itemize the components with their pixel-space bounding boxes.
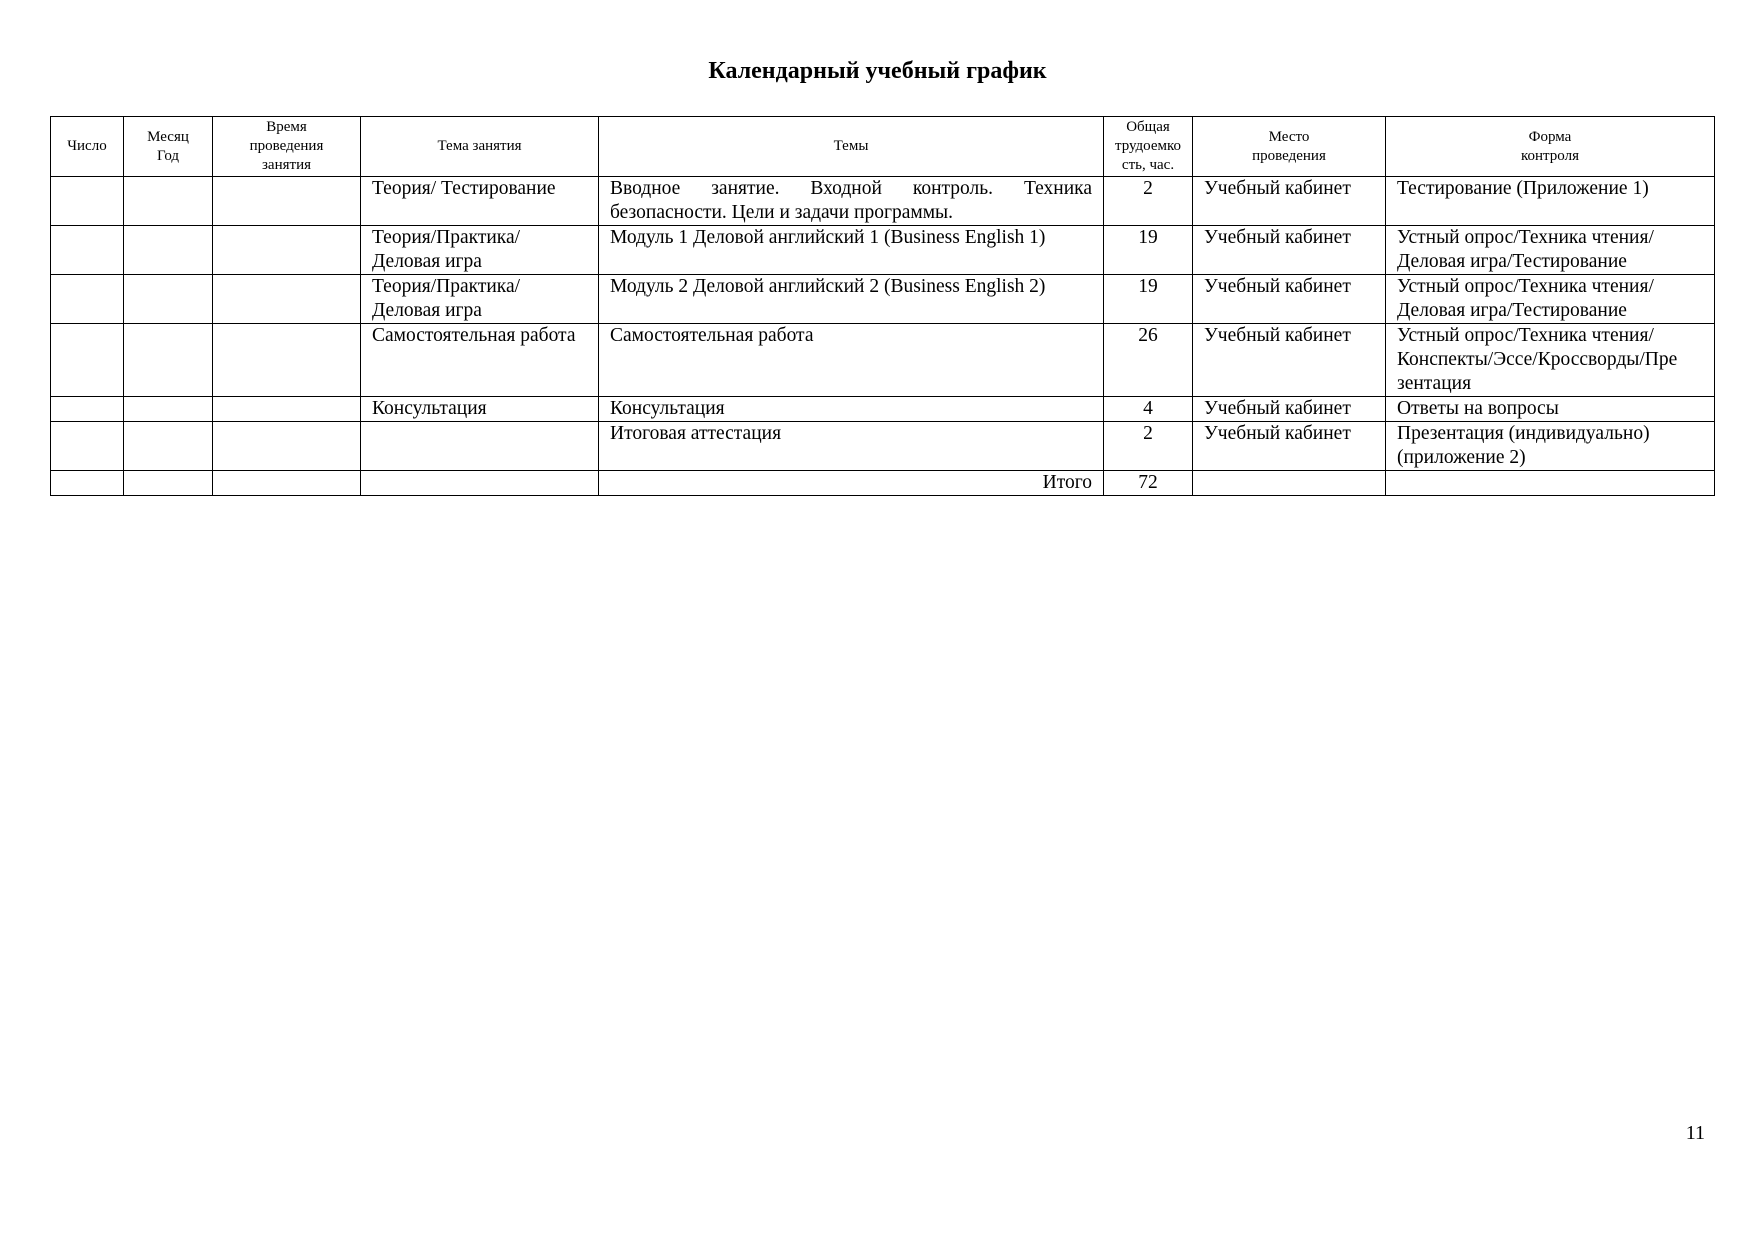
cell-place: Учебный кабинет	[1193, 177, 1386, 226]
cell-topic: Самостоятельная работа	[599, 324, 1104, 397]
page-number: 11	[1685, 1122, 1705, 1144]
cell-lesson-type: Теория/Практика/ Деловая игра	[361, 275, 599, 324]
cell-lesson-type: Консультация	[361, 397, 599, 422]
cell-place: Учебный кабинет	[1193, 422, 1386, 471]
cell-hours: 19	[1104, 226, 1193, 275]
cell-time	[213, 324, 361, 397]
schedule-table	[50, 116, 1715, 496]
cell-control-form: Презентация (индивидуально) (приложение 2)	[1386, 422, 1715, 471]
header-hours: Общая трудоемко сть, час.	[1104, 117, 1193, 177]
cell-month	[124, 324, 213, 397]
cell-hours: 19	[1104, 275, 1193, 324]
cell-topic: Итоговая аттестация	[599, 422, 1104, 471]
header-day: Число	[51, 117, 124, 177]
cell-month	[124, 177, 213, 226]
total-hours: 72	[1104, 471, 1193, 496]
cell-topic: Вводное занятие. Входной контроль. Техника безопасности. Цели и задачи программы.	[599, 177, 1104, 226]
cell-topic: Модуль 1 Деловой английский 1 (Business English 1)	[599, 226, 1104, 275]
cell-place	[1193, 471, 1386, 496]
cell-hours: 4	[1104, 397, 1193, 422]
table-row	[51, 422, 1715, 471]
cell-place: Учебный кабинет	[1193, 275, 1386, 324]
cell-lesson-type	[361, 471, 599, 496]
cell-day	[51, 422, 124, 471]
table-row	[51, 226, 1715, 275]
cell-day	[51, 397, 124, 422]
header-place: Место проведения	[1193, 117, 1386, 177]
header-control-form: Форма контроля	[1386, 117, 1715, 177]
total-label: Итого	[599, 471, 1104, 496]
cell-place: Учебный кабинет	[1193, 226, 1386, 275]
cell-time	[213, 471, 361, 496]
cell-month	[124, 226, 213, 275]
cell-time	[213, 177, 361, 226]
cell-hours: 2	[1104, 177, 1193, 226]
header-lesson-type: Тема занятия	[361, 117, 599, 177]
cell-place: Учебный кабинет	[1193, 324, 1386, 397]
cell-topic: Модуль 2 Деловой английский 2 (Business English 2)	[599, 275, 1104, 324]
cell-lesson-type	[361, 422, 599, 471]
table-header-row	[51, 117, 1715, 177]
cell-hours: 2	[1104, 422, 1193, 471]
total-row	[51, 471, 1715, 496]
cell-time	[213, 275, 361, 324]
cell-month	[124, 471, 213, 496]
cell-control-form	[1386, 471, 1715, 496]
cell-hours: 26	[1104, 324, 1193, 397]
table-row	[51, 275, 1715, 324]
cell-month	[124, 275, 213, 324]
cell-control-form: Устный опрос/Техника чтения/ Деловая игра/Тестирование	[1386, 226, 1715, 275]
cell-time	[213, 397, 361, 422]
page-title: Календарный учебный график	[708, 58, 1047, 84]
cell-control-form: Устный опрос/Техника чтения/ Деловая игра/Тестирование	[1386, 275, 1715, 324]
header-topics: Темы	[599, 117, 1104, 177]
cell-control-form: Ответы на вопросы	[1386, 397, 1715, 422]
table-row	[51, 324, 1715, 397]
table-row	[51, 177, 1715, 226]
cell-day	[51, 275, 124, 324]
cell-lesson-type: Теория/ Тестирование	[361, 177, 599, 226]
cell-time	[213, 226, 361, 275]
cell-control-form: Тестирование (Приложение 1)	[1386, 177, 1715, 226]
cell-day	[51, 324, 124, 397]
header-month-year: Месяц Год	[124, 117, 213, 177]
table-row	[51, 397, 1715, 422]
cell-topic: Консультация	[599, 397, 1104, 422]
cell-lesson-type: Самостоятельная работа	[361, 324, 599, 397]
cell-lesson-type: Теория/Практика/ Деловая игра	[361, 226, 599, 275]
cell-month	[124, 422, 213, 471]
cell-place: Учебный кабинет	[1193, 397, 1386, 422]
header-time: Время проведения занятия	[213, 117, 361, 177]
cell-day	[51, 226, 124, 275]
cell-month	[124, 397, 213, 422]
cell-control-form: Устный опрос/Техника чтения/ Конспекты/Эссе/Кроссворды/Пре зентация	[1386, 324, 1715, 397]
cell-time	[213, 422, 361, 471]
cell-day	[51, 177, 124, 226]
cell-day	[51, 471, 124, 496]
